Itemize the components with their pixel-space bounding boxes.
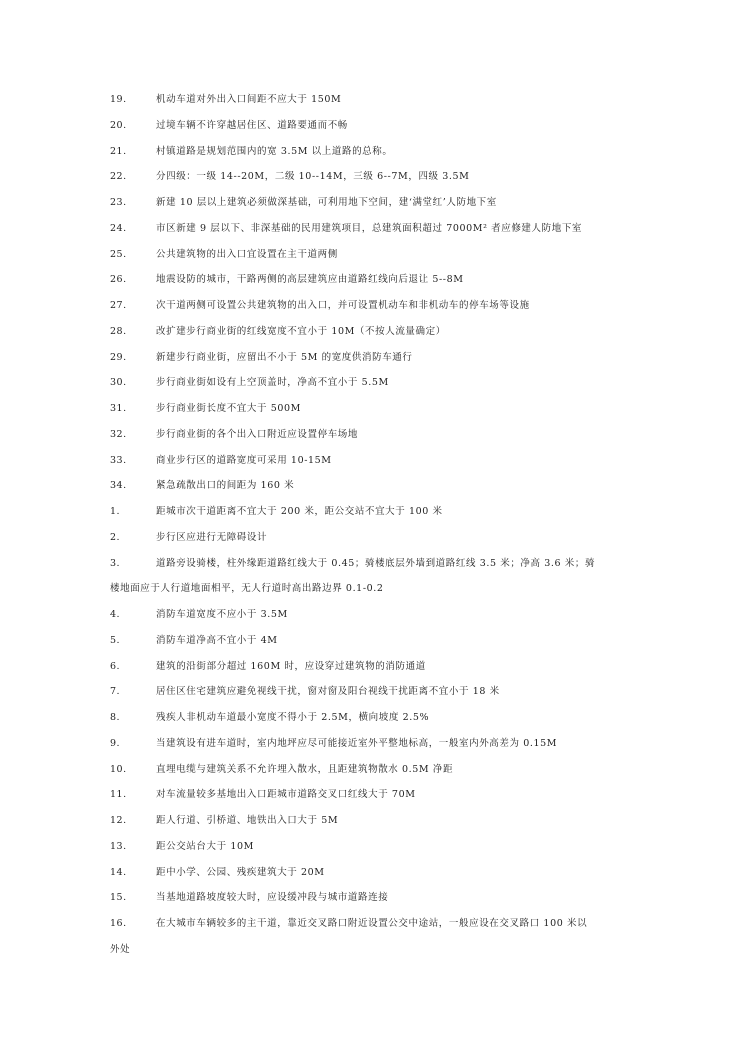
item-number: 32. [110,428,127,440]
item-number: 27. [110,300,127,311]
item-number: 24. [110,222,127,234]
list-item-line [110,222,582,235]
item-text: 村镇道路是规划范围内的宽 3.5M 以上道路的总称。 [156,145,393,157]
list-item-line [110,248,338,261]
list-item-body [110,119,348,132]
list-item [110,248,640,261]
item-text: 步行区应进行无障碍设计 [156,531,268,543]
list-item [110,685,640,698]
list-item-line [110,737,557,750]
list-item [110,866,640,879]
list-item-line [110,711,429,724]
item-text: 残疾人非机动车道最小宽度不得小于 2.5M，横向坡度 2.5% [156,712,430,723]
list-item [110,402,640,415]
item-text: 建筑的沿街部分超过 160M 时，应设穿过建筑物的消防通道 [156,660,426,672]
item-text-continuation: 外处 [110,943,131,955]
list-item-line [110,608,288,621]
item-text: 距公交站台大于 10M [156,840,254,852]
list-item-body [110,737,557,750]
item-number: 21. [110,145,127,157]
list-item-line [110,351,413,364]
list-item [110,814,640,827]
list-item-body [110,93,341,106]
list-item [110,170,640,183]
list-item [110,299,640,312]
list-item [110,119,640,132]
list-item-line [110,685,500,698]
item-text: 分四级：一级 14--20M，二级 10--14M，三级 6--7M，四级 3.5M [156,171,470,183]
list-item-line [110,531,267,544]
item-number: 6. [110,660,121,672]
list-item [110,376,640,389]
item-number: 9. [110,737,121,749]
item-text: 地震设防的城市，干路两侧的高层建筑应由道路红线向后退让 5--8M [156,274,464,286]
item-number: 19. [110,94,127,105]
item-number: 22. [110,171,127,183]
item-number: 34. [110,480,127,492]
item-number: 5. [110,634,121,646]
list-item-body [110,634,278,647]
list-item-line [110,814,338,827]
list-item-line [110,917,587,930]
rules-list [110,93,640,969]
item-text: 市区新建 9 层以下、非深基础的民用建筑项目，总建筑面积超过 7000M² 者应修建人防地下室 [156,222,583,234]
list-item-line [110,170,470,183]
item-text: 当基地道路坡度较大时，应设缓冲段与城市道路连接 [156,892,389,904]
list-item-body [110,660,426,673]
list-item-line [110,119,348,132]
list-item-body [110,814,338,827]
item-number: 10. [110,763,127,775]
item-text: 距人行道、引桥道、地铁出入口大于 5M [156,815,339,826]
list-item-line [110,325,446,338]
item-text: 当建筑设有进车道时，室内地坪应尽可能接近室外平整地标高，一般室内外高差为 0.15M [156,737,558,749]
list-item-body [110,222,582,235]
item-text: 步行商业街如设有上空顶盖时，净高不宜小于 5.5M [156,377,389,389]
list-item-body [110,531,267,544]
list-item [110,454,640,467]
item-number: 23. [110,197,127,208]
list-item-body [110,170,470,183]
list-item [110,351,640,364]
list-item-line [110,505,443,518]
list-item [110,222,640,235]
item-text-continuation: 楼地面应于人行道地面相平，无人行道时高出路边界 0.1-0.2 [110,583,384,595]
list-item [110,479,640,492]
list-item-line [110,454,332,467]
list-item-line [110,93,341,106]
list-item-line [110,428,358,441]
list-item-line [110,273,464,286]
list-item [110,557,640,596]
list-item-line [110,891,388,904]
item-number: 26. [110,274,127,286]
list-item-body [110,299,530,312]
item-text: 新建步行商业街，应留出不小于 5M 的宽度供消防车通行 [156,351,413,363]
item-number: 12. [110,815,127,826]
item-text: 紧急疏散出口的间距为 160 米 [156,480,295,492]
list-item-body [110,608,288,621]
list-item-line [110,840,254,853]
item-number: 11. [110,789,127,801]
list-item [110,428,640,441]
list-item [110,608,640,621]
list-item-body [110,866,325,879]
list-item [110,325,640,338]
item-number: 13. [110,840,127,852]
item-text: 商业步行区的道路宽度可采用 10-15M [156,454,332,466]
list-item-line [110,402,301,415]
list-item-line [110,866,325,879]
item-text: 消防车道净高不宜小于 4M [156,634,278,646]
list-item-line [110,479,294,492]
list-item-body [110,840,254,853]
list-item-body [110,685,500,698]
list-item-body [110,505,443,518]
list-item [110,763,640,776]
item-number: 3. [110,557,121,569]
item-number: 14. [110,866,127,878]
list-item [110,531,640,544]
item-text: 公共建筑物的出入口宜设置在主干道两侧 [156,248,338,260]
list-item-body [110,145,392,158]
item-number: 28. [110,325,127,337]
list-item-line [110,145,392,158]
list-item-body [110,248,338,261]
list-item [110,93,640,106]
item-number: 7. [110,686,121,698]
item-number: 15. [110,892,127,904]
list-item-line [110,788,416,801]
item-number: 4. [110,609,121,620]
item-number: 25. [110,248,127,260]
item-number: 1. [110,506,121,517]
list-item-line [110,196,497,209]
list-item-line [110,557,595,570]
list-item-body [110,891,388,904]
item-text: 直埋电缆与建筑关系不允许埋入散水，且距建筑物散水 0.5M 净距 [156,763,454,775]
list-item [110,711,640,724]
item-text: 消防车道宽度不应小于 3.5M [156,609,288,620]
list-item [110,273,640,286]
list-item [110,788,640,801]
list-item [110,196,640,209]
list-item-body [110,273,464,286]
list-item [110,840,640,853]
list-item-line [110,634,278,647]
list-item [110,891,640,904]
list-item [110,917,640,956]
item-text: 步行商业街的各个出入口附近应设置停车场地 [156,428,359,440]
list-item [110,145,640,158]
list-item-body [110,325,446,338]
item-number: 31. [110,403,127,414]
item-text: 居住区住宅建筑应避免视线干扰，窗对窗及阳台视线干扰距离不宜小于 18 米 [156,686,500,698]
item-text: 过境车辆不许穿越居住区、道路要通而不畅 [156,119,348,131]
item-text: 道路旁设骑楼，柱外缘距道路红线大于 0.45；骑楼底层外墙到道路红线 3.5 米；净高 3.6 米；骑 [156,557,596,569]
item-text: 在大城市车辆较多的主干道，靠近交叉路口附近设置公交中途站，一般应设在交叉路口 100 米以 [156,918,588,929]
list-item-body [110,711,429,724]
item-number: 16. [110,918,127,929]
list-item-body [110,763,453,776]
item-text: 机动车道对外出入口间距不应大于 150M [156,94,342,105]
item-number: 8. [110,712,121,723]
list-item-line [110,763,453,776]
list-item-body [110,428,358,441]
list-item-body [110,788,416,801]
item-text: 改扩建步行商业街的红线宽度不宜小于 10M（不按人流量确定） [156,325,446,337]
list-item-body [110,479,294,492]
item-number: 33. [110,454,127,466]
list-item-body [110,351,413,364]
list-item-body [110,454,332,467]
list-item-body [110,557,595,596]
list-item-line [110,660,426,673]
item-text: 新建 10 层以上建筑必须做深基础，可利用地下空间，建‘满堂红’人防地下室 [156,197,497,208]
item-number: 30. [110,377,127,389]
item-text: 距中小学、公园、残疾建筑大于 20M [156,866,325,878]
list-item-body [110,376,389,389]
list-item-line [110,376,389,389]
item-number: 2. [110,531,121,543]
list-item [110,505,640,518]
list-item-body [110,917,587,956]
list-item [110,737,640,750]
list-item-line [110,299,530,312]
list-item-body [110,402,301,415]
item-text: 步行商业街长度不宜大于 500M [156,403,301,414]
list-item [110,660,640,673]
list-item-body [110,196,497,209]
item-text: 对车流量较多基地出入口距城市道路交叉口红线大于 70M [156,789,416,801]
list-item [110,634,640,647]
item-number: 20. [110,119,127,131]
item-number: 29. [110,351,127,363]
item-text: 距城市次干道距离不宜大于 200 米，距公交站不宜大于 100 米 [156,506,443,517]
item-text: 次干道两侧可设置公共建筑物的出入口，并可设置机动车和非机动车的停车场等设施 [156,300,530,311]
